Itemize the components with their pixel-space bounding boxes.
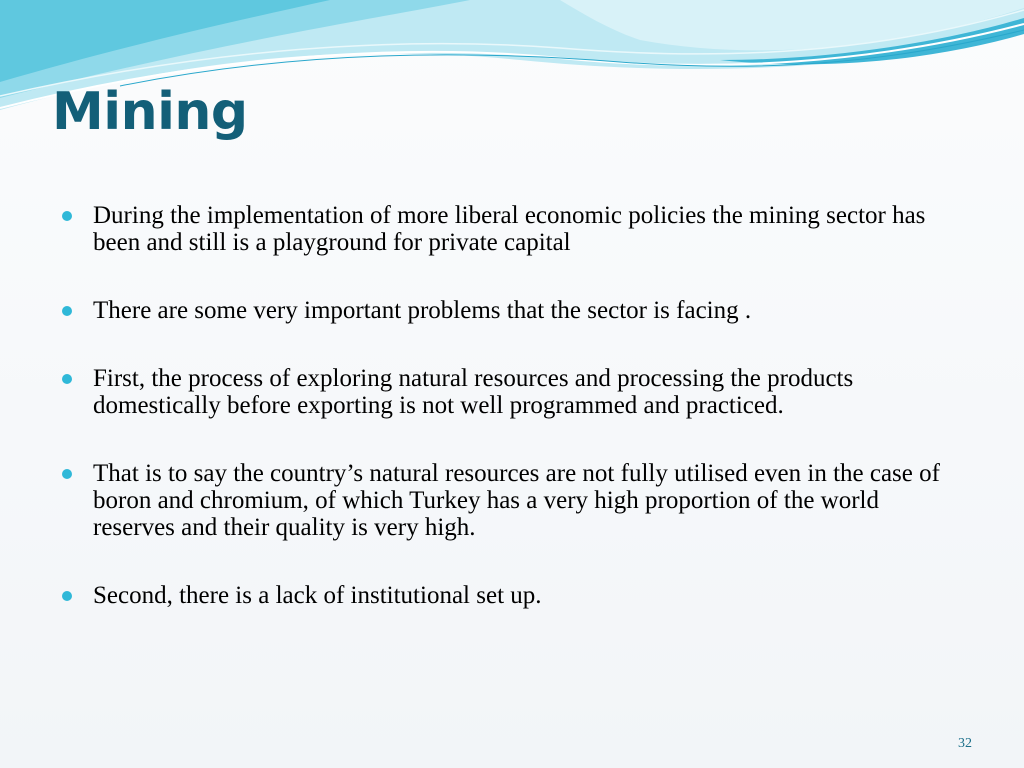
slide-title: Mining xyxy=(52,82,248,142)
bullet-item xyxy=(62,582,962,609)
bullet-text: There are some very important problems that the sector is facing . xyxy=(93,297,752,324)
bullet-dot-icon xyxy=(62,306,72,316)
bullet-dot-icon xyxy=(62,591,72,601)
bullet-text: First, the process of exploring natural resources and processing the products domestically before exporting is not well programmed and practiced. xyxy=(93,365,854,419)
bullet-text: Second, there is a lack of institutional set up. xyxy=(93,582,542,609)
bullet-text: During the implementation of more liberal economic policies the mining sector has been and still is a playground for private capital xyxy=(93,202,926,256)
bullet-item xyxy=(62,297,962,324)
bullet-dot-icon xyxy=(62,469,72,479)
bullet-text: That is to say the country’s natural resources are not fully utilised even in the case of boron and chromium, of which Turkey has a very high proportion of the world reserves and their quality is very high. xyxy=(93,460,940,541)
bullet-item xyxy=(62,202,962,256)
page-number: 32 xyxy=(958,736,972,751)
bullet-dot-icon xyxy=(62,374,72,384)
bullet-list xyxy=(62,202,962,650)
bullet-dot-icon xyxy=(62,211,72,221)
bullet-item xyxy=(62,365,962,419)
bullet-item xyxy=(62,460,962,541)
